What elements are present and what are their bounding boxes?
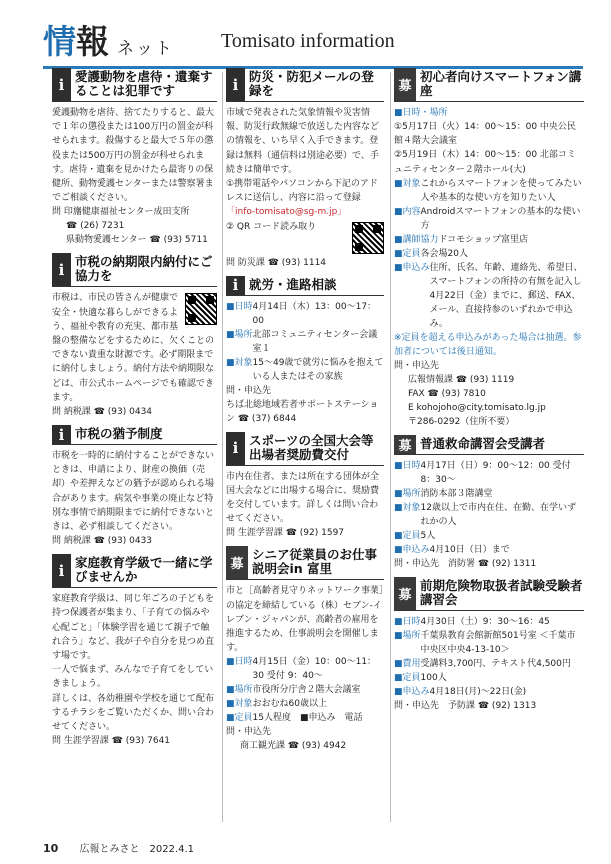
article-body: 家庭教育学級は、同じ年ごろの子どもを持つ保護者が集まり、「子育ての悩みや心配ごと」「体験学習を通じて親子で触れ合う」など、我が子や自分を見つめ直す場です。 [52,594,215,662]
step-2: ② QR コード読み取り [226,221,317,232]
article-body: 市と［高齢者見守りネットワーク事業］の協定を締結している（株）セブン-イレブン・ジャパンが、高齢者の雇用を推進するため、仕事説明会を開催します。 [226,586,384,654]
article-sports-grant [226,432,384,541]
article-body: 市税を一時的に納付することができないときは、申請により、財産の換価（売却）や差押えなどの猶予が認められる場合があります。病気や事業の廃止など特別な事情で納期限までに納付できないときは、必ず相談してください。 [52,451,215,533]
contact: 問 納税課 ☎ (93) 0434 [52,407,153,418]
article-tax-deferral [52,425,217,548]
info-icon: i [52,425,71,444]
info-icon: i [52,68,71,101]
contact: 問 生涯学習課 ☎ (93) 7641 [52,736,171,747]
column-2 [226,68,384,759]
cooperation: ドコモショップ富里店 [438,234,528,245]
label: ■定員 [394,531,421,542]
publication: 広報とみさと 2022.4.1 [79,844,195,855]
article-title: 前期危険物取扱者試験受験者講習会 [420,578,583,608]
article-smartphone-course [394,68,584,429]
contact: 商工観光課 ☎ (93) 4942 [240,741,347,752]
place: 北部コミュニティセンター会議室１ [252,329,378,354]
apply: 4月10日（日）まで [429,545,510,556]
contact: 問・申込先 消防署 ☎ (92) 1311 [394,559,537,570]
qr-code[interactable] [185,293,217,325]
date: 4月15日（金）10：00～11：30 受付 9：40～ [252,657,377,682]
article-body: 市税は、市民の皆さんが健康で安全・快適な暮らしができるよう、福祉や教育の充実、都市基盤の整備などをするために、欠くことのできない貴重な財源です。必ず期限までに納付しましょう。納付方法や納期限などは、市公式ホームページでも確認できます。 [52,293,215,403]
recruit-icon: 募 [226,546,248,579]
column-divider [390,72,391,822]
article-title: 就労・進路相談 [249,276,337,292]
label: ■対象 [394,503,421,514]
page-header [43,20,583,69]
article-title: 初心者向けスマートフォン講座 [420,69,582,98]
target: 15～49歳で就労に悩みを抱えている人またはその家族 [252,357,384,382]
label: ■場所 [394,489,421,500]
content: Androidスマートフォンの基本的な使い方 [420,206,581,231]
info-icon: i [52,253,71,286]
date: 4月14日（木）13：00～17：00 [252,301,377,326]
label: ■費用 [394,659,421,670]
session-2: ②5月19日（木）14：00～15：00 北部コミュニティセンター２階ホール(大) [394,150,576,175]
article-body: 詳しくは、各幼稚園や学校を通じて配布するチラシをご覧いただくか、問い合わせてください。 [52,693,215,733]
contact-phone: ☎ (26) 7231 [66,221,125,232]
label: ■日時 [394,617,421,628]
info-icon: i [226,276,245,295]
label: ■対象 [226,357,253,368]
apply: 4月18日(月)～22日(金) [429,687,527,698]
article-title: 防災・防犯メールの登録を [249,69,374,98]
contact: 問 印旛健康福祉センター成田支所 [52,207,190,218]
article-body: 愛護動物を虐待、捨てたりすると、最大で１年の懲役または100万円の罰金が科せられます。殺傷すると最大で５年の懲役または500万円の罰金が科せられます。虐待・遺棄を見かけたら最寄りの保健所、動物愛護センターまたは警察署までご相談ください。 [52,108,215,204]
contact: 問・申込先 予防課 ☎ (92) 1313 [394,701,537,712]
label: ■日時 [226,301,253,312]
label: ■定員 [226,713,253,724]
capacity: 5人 [420,531,436,542]
label: ■申込み [394,687,430,698]
contact: 問 防災課 ☎ (93) 1114 [226,257,327,268]
label: ■講師協力 [394,234,439,245]
page-number: 10 [43,842,59,855]
label: ■定員 [394,248,421,259]
capacity: 15人程度 ■申込み 電話 [252,713,363,724]
article-disaster-mail [226,68,384,270]
date: 4月17日（日）9：00～12：00 受付 8：30～ [420,461,571,486]
recruit-icon: 募 [394,577,416,610]
contact: FAX ☎ (93) 7810 [408,389,486,400]
step-1: ①携帯電話やパソコンから下記のアドレスに送信し、内容に沿って登録 [226,179,378,204]
article-family-education [52,554,217,748]
session-1: ①5月17日（火）14：00～15：00 中央公民館４階大会議室 [394,122,576,147]
article-body: 一人で悩まず、みんなで子育てをしていきましょう。 [52,665,214,690]
label: ■場所 [226,685,253,696]
place: 千葉県教育会館新館501号室 ＜千葉市中央区中央4-13-10＞ [420,631,576,656]
article-title: 普通救命講習会受講者 [420,436,546,452]
label: ■申込み [394,545,430,556]
recruit-icon: 募 [394,68,416,101]
label: ■日時・場所 [394,108,448,118]
info-icon: i [226,432,245,465]
capacity: 各会場20人 [420,248,468,259]
article-senior-jobs [226,546,384,753]
capacity: 100人 [420,673,447,684]
article-hazmat-course [394,577,584,713]
contact: 広報情報課 ☎ (93) 1119 [408,375,515,386]
date: 4月30日（土）9：30～16：45 [420,617,550,628]
article-title: シニア従業員のお仕事説明会in 富里 [252,547,378,577]
page-footer [43,840,194,855]
label: ■場所 [226,329,253,340]
label: ■日時 [394,461,421,472]
label: ■対象 [394,178,421,189]
header-logo: 情報 [43,22,109,61]
contact-phone: 県動物愛護センター ☎ (93) 5711 [66,235,208,246]
article-animal-abuse [52,68,217,247]
target: おおむね60歳以上 [252,699,327,710]
column-divider [222,72,223,822]
contact: 〒286-0292（住所不要） [408,417,515,428]
apply: 住所、氏名、年齢、連絡先、希望日、スマートフォンの所持の有無を記入し4月22日（金）までに、郵送、FAX、メール、直接持参のいずれかで申込み。 [429,262,583,329]
place: 消防本部３階講堂 [420,489,493,500]
target: 12歳以上で市内在住、在勤、在学いずれかの人 [420,503,576,528]
note: ※定員を超える申込みがあった場合は抽選。参加者については後日通知。 [394,332,582,358]
contact: 問 生涯学習課 ☎ (92) 1597 [226,528,345,539]
qr-code[interactable] [352,222,384,254]
article-tax-payment [52,253,217,419]
article-title: 市税の納期限内納付にご協力を [75,254,213,284]
article-first-aid [394,435,584,571]
recruit-icon: 募 [394,435,416,454]
label: ■対象 [226,699,253,710]
article-career-consult [226,276,384,426]
info-icon: i [226,68,245,101]
target: これからスマートフォンを使ってみたい人や基本的な使い方を知りたい人 [420,178,582,203]
header-english-title: Tomisato information [221,30,395,52]
label: ■内容 [394,206,421,217]
header-net: ネット [117,39,174,59]
label: ■定員 [394,673,421,684]
place: 市役所分庁舎２階大会議室 [252,685,361,696]
label: ■申込み [394,262,430,273]
contact: 問 納税課 ☎ (93) 0433 [52,536,153,547]
contact: 問・申込先 [226,385,272,396]
contact: ちば北総地域若者サポートステーション ☎ (37) 6844 [226,399,379,424]
article-title: 家庭教育学級で一緒に学びませんか [75,555,213,585]
contact: 問・申込先 [226,727,272,738]
column-3 [394,68,584,719]
article-title: 市税の猶予制度 [75,426,163,442]
label: ■日時 [226,657,253,668]
article-title: 愛護動物を虐待・遺棄することは犯罪です [75,69,213,98]
contact: 問・申込先 [394,361,440,372]
mail-address[interactable]: 「info-tomisato@sg-m.jp」 [226,207,347,218]
label: ■場所 [394,631,421,642]
fee: 受講料3,700円、テキスト代4,500円 [420,659,571,670]
article-body: 市内在住者、または所在する団体が全国大会などに出場する場合に、奨励費を交付しています。詳しくは問い合わせてください。 [226,471,380,525]
column-1 [52,68,217,754]
article-title: スポーツの全国大会等出場者奨励費交付 [249,432,374,462]
article-body: 市域で発表された気象情報や災害情報、防災行政無線で放送した内容などの情報を、いち早く入手できます。登録は無料（通信料は別途必要）で、手続きは簡単です。 [226,108,380,175]
info-icon: i [52,554,71,587]
contact-email[interactable]: E kohojoho@city.tomisato.lg.jp [408,403,546,414]
